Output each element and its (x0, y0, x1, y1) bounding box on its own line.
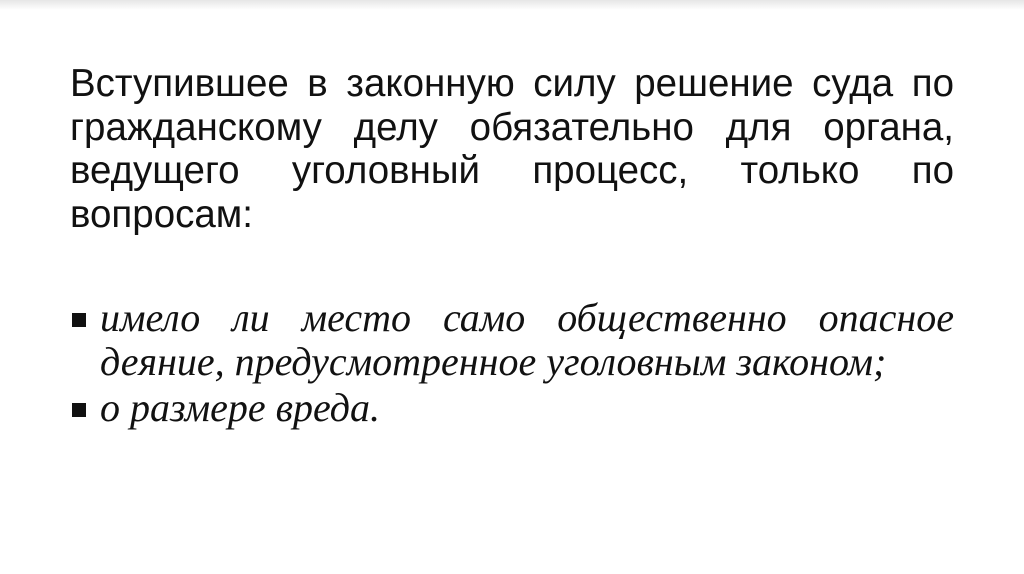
bullet-item (70, 386, 954, 430)
square-bullet-icon (72, 313, 86, 327)
bullet-item (70, 296, 954, 383)
bullet-text: имело ли место само общественно опасное деяние, предусмотренное уголовным законом; (100, 295, 954, 384)
square-bullet-icon (72, 403, 86, 417)
bullet-text: о размере вреда. (100, 385, 380, 430)
intro-paragraph: Вступившее в законную силу решение суда по гражданскому делу обязательно для органа, ведущего уголовный процесс, только по вопросам: (70, 62, 954, 236)
bullet-list (70, 296, 954, 430)
